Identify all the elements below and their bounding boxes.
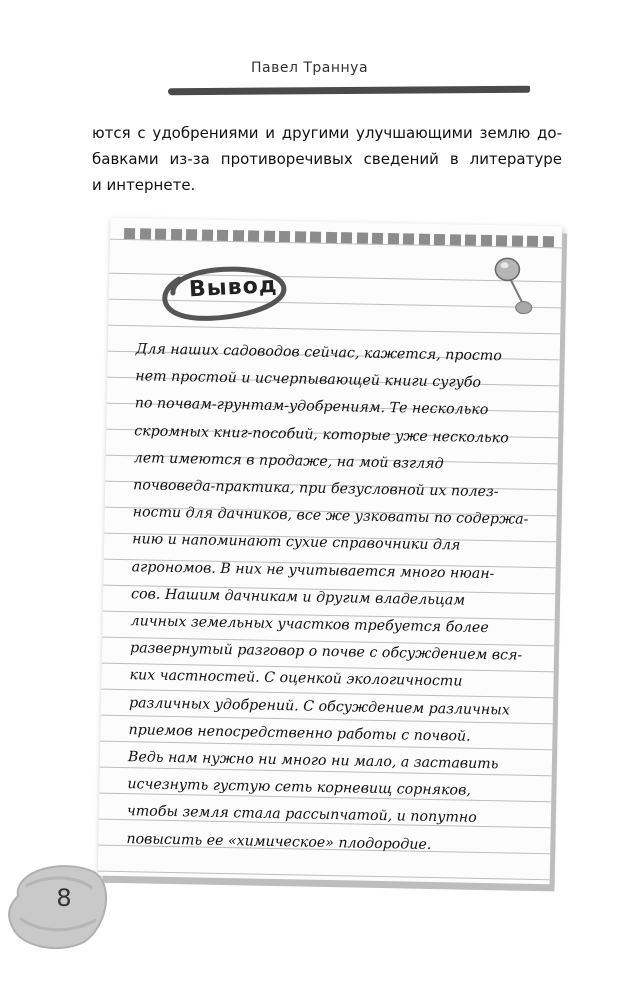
running-header-author: Павел Траннуа — [250, 60, 369, 76]
note-line: личных земельных участков требуется более — [130, 613, 489, 637]
note-line: нет простой и исчерпывающей книги сугубо — [135, 368, 482, 392]
note-line: Для наших садоводов сейчас, кажется, просто — [135, 341, 503, 365]
note-line: развернутый разговор о почве с обсуждением вся- — [129, 640, 523, 664]
note-line: чтобы земля стала рассыпчатой, и попутно — [126, 803, 477, 827]
note-line: по почвам-грунтам-удобрениям. Те несколько — [134, 395, 489, 419]
note-line: скромных книг-пособий, которые уже несколько — [134, 422, 509, 447]
intro-paragraph — [92, 120, 562, 198]
note-line: агрономов. В них не учитывается много нюан- — [131, 558, 495, 582]
note-line: нию и напоминают сухие справочники для — [132, 531, 461, 554]
pushpin-icon — [492, 255, 533, 326]
note-line: сов. Нашим дачникам и другим владельцам — [130, 586, 466, 609]
note-line: почвоведа-практика, при безусловной их полез- — [133, 477, 499, 501]
note-line: лет имеются в продаже, на мой взгляд — [133, 450, 444, 472]
note-paper — [98, 218, 563, 885]
note-body — [126, 336, 529, 860]
note-line: ности для дачников, все же узковаты по содержа- — [132, 504, 529, 529]
header-rule — [168, 86, 530, 96]
note-line: приемов непосредственно работы с почвой. — [128, 722, 471, 745]
note-line: различных удобрений. С обсуждением различных — [128, 694, 510, 719]
note-line: исчезнуть густую сеть корневищ сорняков, — [127, 776, 471, 799]
intro-line: и интернете. — [92, 176, 196, 194]
note-heading: Вывод — [188, 272, 279, 303]
binder-holes — [124, 228, 554, 250]
note-line: ких частностей. С оценкой экологичности — [129, 667, 463, 691]
intro-line: ются с удобрениями и другими улучшающими землю до- — [92, 124, 562, 142]
note-line: повысить ее «химическое» плодородие. — [126, 830, 432, 853]
intro-line: бавками из-за противоречивых сведений в литературе — [92, 150, 562, 168]
page-number: 8 — [56, 884, 72, 912]
note-line: Ведь нам нужно ни много ни мало, а заставить — [127, 749, 499, 773]
